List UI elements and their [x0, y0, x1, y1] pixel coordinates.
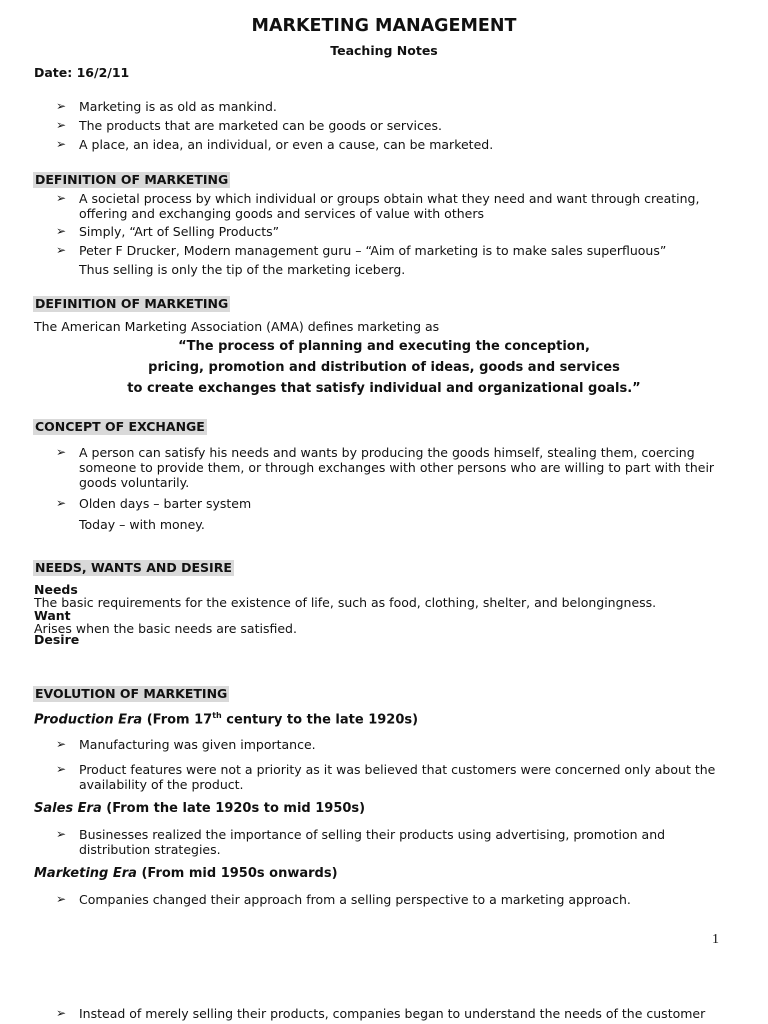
want-text: Arises when the basic needs are satisfied.	[34, 621, 297, 636]
arrow-bullet-icon: ➢	[56, 118, 67, 132]
section-heading-definition-ama: DEFINITION OF MARKETING	[35, 296, 229, 311]
section-heading-exchange: CONCEPT OF EXCHANGE	[35, 419, 205, 434]
arrow-bullet-icon: ➢	[56, 224, 67, 238]
arrow-bullet-icon: ➢	[56, 191, 67, 205]
continuation-text: Today – with money.	[79, 517, 205, 532]
arrow-bullet-icon: ➢	[56, 496, 67, 510]
section-heading-needs: NEEDS, WANTS AND DESIRE	[35, 560, 232, 575]
want-label: Want	[34, 608, 71, 623]
arrow-bullet-icon: ➢	[56, 1006, 67, 1020]
desire-label: Desire	[34, 632, 80, 647]
arrow-bullet-icon: ➢	[56, 827, 67, 841]
needs-text: The basic requirements for the existence of life, such as food, clothing, shelter, and belongingness.	[34, 595, 657, 610]
arrow-bullet-icon: ➢	[56, 892, 67, 906]
ama-quote-line: pricing, promotion and distribution of ideas, goods and services	[148, 360, 620, 375]
section-heading-definition: DEFINITION OF MARKETING	[35, 172, 229, 187]
document-date: Date: 16/2/11	[34, 65, 130, 80]
arrow-bullet-icon: ➢	[56, 737, 67, 751]
ama-quote-line: to create exchanges that satisfy individual and organizational goals.”	[127, 381, 641, 396]
arrow-bullet-icon: ➢	[56, 99, 67, 113]
section-heading-evolution: EVOLUTION OF MARKETING	[35, 686, 228, 701]
arrow-bullet-icon: ➢	[56, 762, 67, 776]
ama-quote-line: “The process of planning and executing the conception,	[178, 339, 590, 354]
needs-label: Needs	[34, 582, 78, 597]
marketing-era-heading: Marketing Era (From mid 1950s onwards)	[34, 866, 338, 881]
document-title: MARKETING MANAGEMENT	[251, 16, 517, 36]
arrow-bullet-icon: ➢	[56, 137, 67, 151]
production-era-heading: Production Era (From 17th century to the late 1920s)	[34, 711, 419, 728]
arrow-bullet-icon: ➢	[56, 445, 67, 459]
page-number: 1	[712, 932, 719, 947]
continuation-text: Thus selling is only the tip of the marketing iceberg.	[79, 262, 406, 277]
document-subtitle: Teaching Notes	[330, 43, 438, 58]
arrow-bullet-icon: ➢	[56, 243, 67, 257]
sales-era-heading: Sales Era (From the late 1920s to mid 1950s)	[34, 801, 366, 816]
ama-intro: The American Marketing Association (AMA) defines marketing as	[34, 319, 440, 334]
